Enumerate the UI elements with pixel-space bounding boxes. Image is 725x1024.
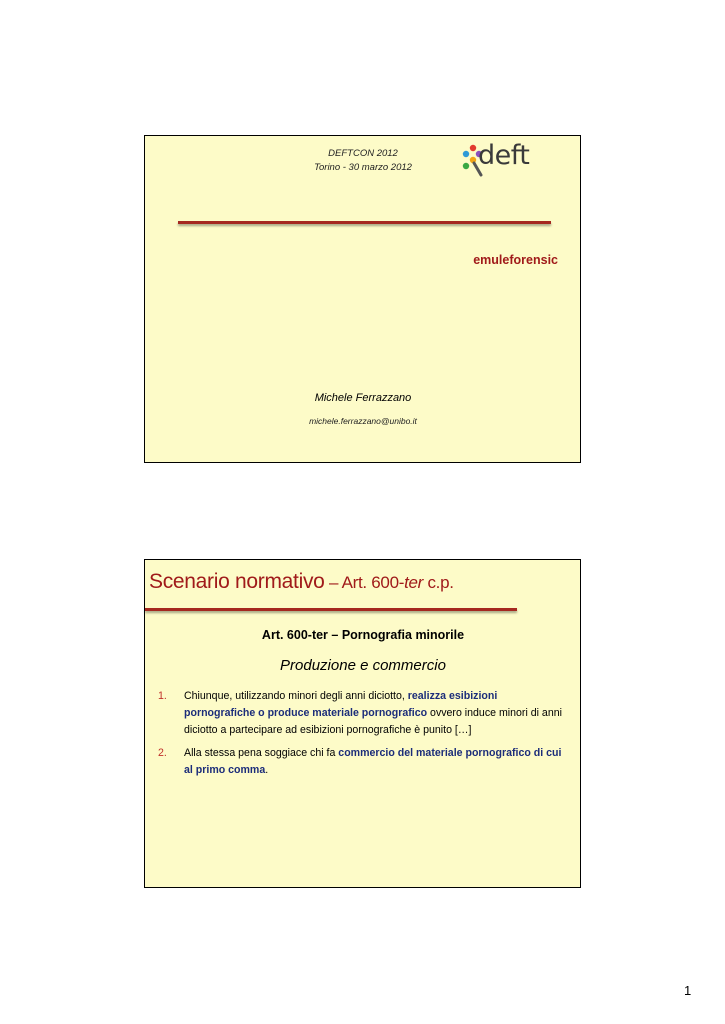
list-text: ovvero induce minori di anni diciotto a partecipare ad esibizioni pornografiche è punito […] [184, 707, 562, 736]
deft-logo [461, 142, 551, 178]
content-slide [144, 559, 581, 888]
presentation-subject: emuleforensic [473, 253, 558, 267]
title-main: Scenario normativo [149, 570, 325, 593]
list-text: Chiunque, utilizzando minori degli anni diciotto, [184, 690, 408, 702]
list-item [158, 688, 562, 739]
author-email: michele.ferrazzano@unibo.it [309, 416, 417, 426]
title-article-italic: ter [404, 573, 424, 592]
list-text: . [265, 764, 269, 776]
article-heading: Art. 600-ter – Pornografia minorile [261, 628, 465, 642]
article-subheading: Produzione e commercio [280, 657, 446, 674]
list-highlight: commercio del materiale pornografico di cui al primo comma [184, 747, 562, 776]
slide-title [149, 570, 454, 594]
title-article-suffix: c.p. [423, 573, 454, 592]
list-highlight: realizza esibizioni pornografiche o produce materiale pornografico [184, 690, 498, 719]
author-name: Michele Ferrazzano [314, 392, 412, 404]
list-text: Alla stessa pena soggiace chi fa [184, 747, 339, 759]
list-number: 2. [158, 747, 167, 759]
conference-name: DEFTCON 2012 [328, 148, 398, 159]
page-number: 1 [684, 983, 692, 998]
title-divider [145, 608, 517, 611]
list-item [158, 745, 562, 779]
title-article [325, 573, 454, 592]
title-slide [144, 135, 581, 463]
title-divider [178, 221, 551, 224]
title-article-prefix: – Art. 600- [324, 573, 405, 592]
logo-text: deft [478, 140, 530, 171]
list-number: 1. [158, 690, 167, 702]
conference-date: Torino - 30 marzo 2012 [314, 162, 412, 173]
article-list [158, 688, 562, 785]
